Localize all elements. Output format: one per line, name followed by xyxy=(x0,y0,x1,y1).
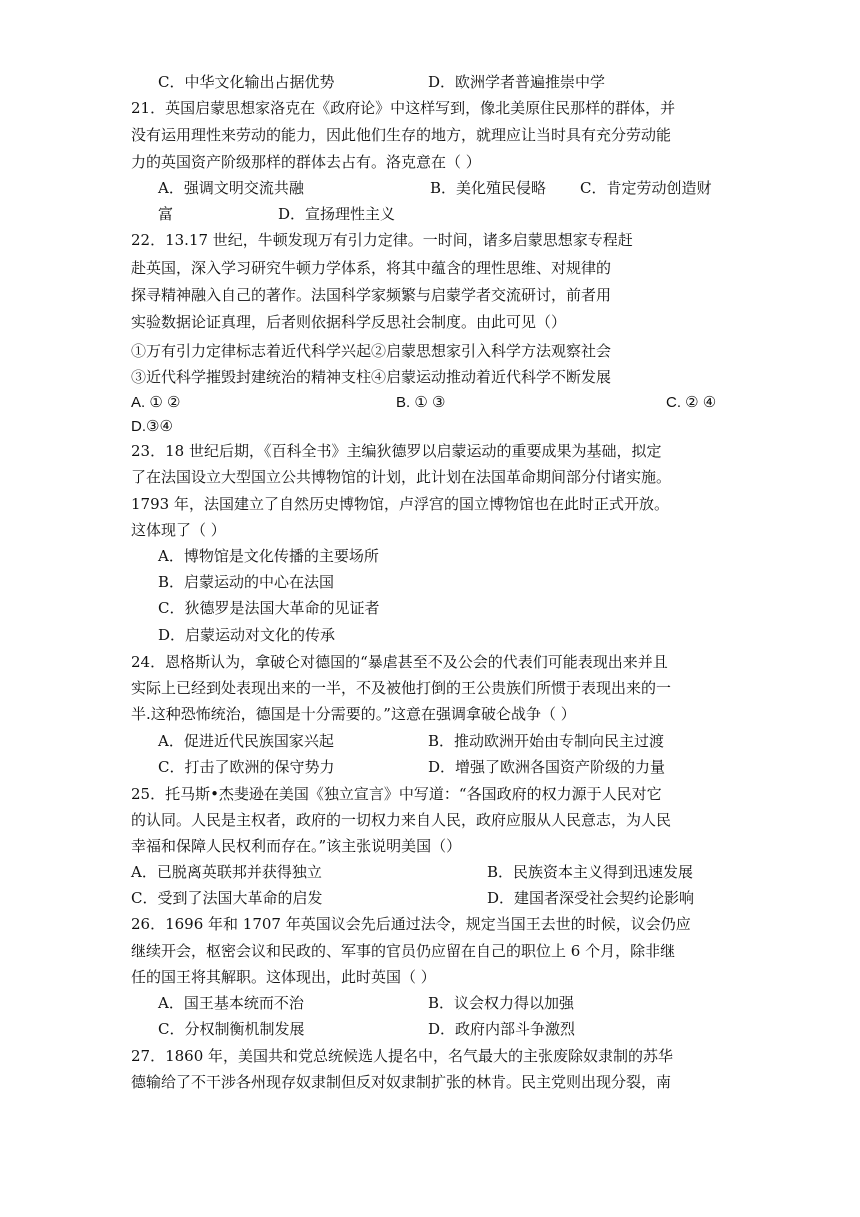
q20-option-d: D．欧洲学者普遍推崇中学 xyxy=(428,73,606,91)
q25-stem-line-2: 的认同。人民是主权者，政府的一切权力来自人民，政府应服从人民意志，为人民 xyxy=(131,811,672,829)
q22-stem-line-2: 赴英国，深入学习研究牛顿力学体系，将其中蕴含的理性思维、对规律的 xyxy=(131,259,612,277)
q22-stem-line-3: 探寻精神融入自己的著作。法国科学家频繁与启蒙学者交流研讨，前者用 xyxy=(131,286,612,304)
q22-stem-line-4: 实验数据论证真理，后者则依据科学反思社会制度。由此可见（） xyxy=(131,313,567,331)
q26-option-c: C．分权制衡机制发展 xyxy=(158,1020,305,1038)
q24-stem-line-1: 24．恩格斯认为，拿破仑对德国的“暴虐甚至不及公会的代表们可能表现出来并且 xyxy=(131,653,668,671)
q27-stem-line-2: 德输给了不干涉各州现存奴隶制但反对奴隶制扩张的林肯。民主党则出现分裂，南 xyxy=(131,1073,672,1091)
q25-option-a: A．已脱离英联邦并获得独立 xyxy=(131,863,322,881)
q25-stem-line-3: 幸福和保障人民权利而存在。”该主张说明美国（） xyxy=(131,837,462,855)
q23-stem-line-4: 这体现了（ ） xyxy=(131,521,226,539)
q23-stem-line-1: 23．18 世纪后期，《百科全书》主编狄德罗以启蒙运动的重要成果为基础，拟定 xyxy=(131,442,662,460)
q22-option-d: D.③④ xyxy=(131,418,173,435)
q26-stem-line-2: 继续开会，枢密会议和民政的、军事的官员仍应留在自己的职位上 6 个月，除非继 xyxy=(131,942,676,960)
q22-option-a: A. ① ② xyxy=(131,394,181,411)
q21-option-d: D．宣扬理性主义 xyxy=(278,205,396,223)
q21-stem-line-1: 21．英国启蒙思想家洛克在《政府论》中这样写到，像北美原住民那样的群体，并 xyxy=(131,99,676,117)
q25-option-d: D．建国者深受社会契约论影响 xyxy=(487,889,695,907)
q25-option-b: B．民族资本主义得到迅速发展 xyxy=(487,863,694,881)
q22-option-b: B. ① ③ xyxy=(396,394,446,411)
q23-option-c: C．狄德罗是法国大革命的见证者 xyxy=(158,599,380,617)
q22-statements-1: ①万有引力定律标志着近代科学兴起②启蒙思想家引入科学方法观察社会 xyxy=(131,342,612,360)
q21-option-a: A．强调文明交流共融 xyxy=(158,179,304,197)
q23-option-b: B．启蒙运动的中心在法国 xyxy=(158,573,335,591)
q26-stem-line-1: 26．1696 年和 1707 年英国议会先后通过法令，规定当国王去世的时候，议会仍应 xyxy=(131,915,691,933)
q26-stem-line-3: 任的国王将其解职。这体现出，此时英国（ ） xyxy=(131,968,436,986)
q21-stem-line-2: 没有运用理性来劳动的能力，因此他们生存的地方，就理应让当时具有充分劳动能 xyxy=(131,126,672,144)
q22-statements-2: ③近代科学摧毁封建统治的精神支柱④启蒙运动推动着近代科学不断发展 xyxy=(131,368,612,386)
q24-stem-line-3: 半.这种恐怖统治，德国是十分需要的。”这意在强调拿破仑战争（ ） xyxy=(131,705,576,723)
q21-option-c: C．肯定劳动创造财 xyxy=(580,179,712,197)
q23-stem-line-2: 了在法国设立大型国立公共博物馆的计划，此计划在法国革命期间部分付诸实施。 xyxy=(131,468,672,486)
q26-option-d: D．政府内部斗争激烈 xyxy=(428,1020,576,1038)
q25-option-c: C．受到了法国大革命的启发 xyxy=(131,889,323,907)
q23-option-d: D．启蒙运动对文化的传承 xyxy=(158,626,336,644)
q26-option-b: B．议会权力得以加强 xyxy=(428,994,575,1012)
q24-option-a: A．促进近代民族国家兴起 xyxy=(158,732,334,750)
q23-stem-line-3: 1793 年，法国建立了自然历史博物馆，卢浮宫的国立博物馆也在此时正式开放。 xyxy=(131,495,669,513)
q21-option-c-continued: 富 xyxy=(158,205,174,223)
q27-stem-line-1: 27．1860 年，美国共和党总统候选人提名中，名气最大的主张废除奴隶制的苏华 xyxy=(131,1047,674,1065)
q24-stem-line-2: 实际上已经到处表现出来的一半，不及被他打倒的王公贵族们所惯于表现出来的一 xyxy=(131,679,672,697)
q25-stem-line-1: 25．托马斯•杰斐逊在美国《独立宣言》中写道：“各国政府的权力源于人民对它 xyxy=(131,785,662,803)
q26-option-a: A．国王基本统而不治 xyxy=(158,994,304,1012)
q22-option-c: C. ② ④ xyxy=(666,394,717,411)
q23-option-a: A．博物馆是文化传播的主要场所 xyxy=(158,547,379,565)
q21-option-b: B．美化殖民侵略 xyxy=(430,179,547,197)
q24-option-d: D．增强了欧洲各国资产阶级的力量 xyxy=(428,758,666,776)
q24-option-b: B．推动欧洲开始由专制向民主过渡 xyxy=(428,732,665,750)
q21-stem-line-3: 力的英国资产阶级那样的群体去占有。洛克意在（ ） xyxy=(131,153,481,171)
q22-stem-line-1: 22．13.17 世纪，牛顿发现万有引力定律。一时间，诸多启蒙思想家专程赶 xyxy=(131,231,633,249)
q24-option-c: C．打击了欧洲的保守势力 xyxy=(158,758,335,776)
q20-option-c: C．中华文化输出占据优势 xyxy=(158,73,335,91)
